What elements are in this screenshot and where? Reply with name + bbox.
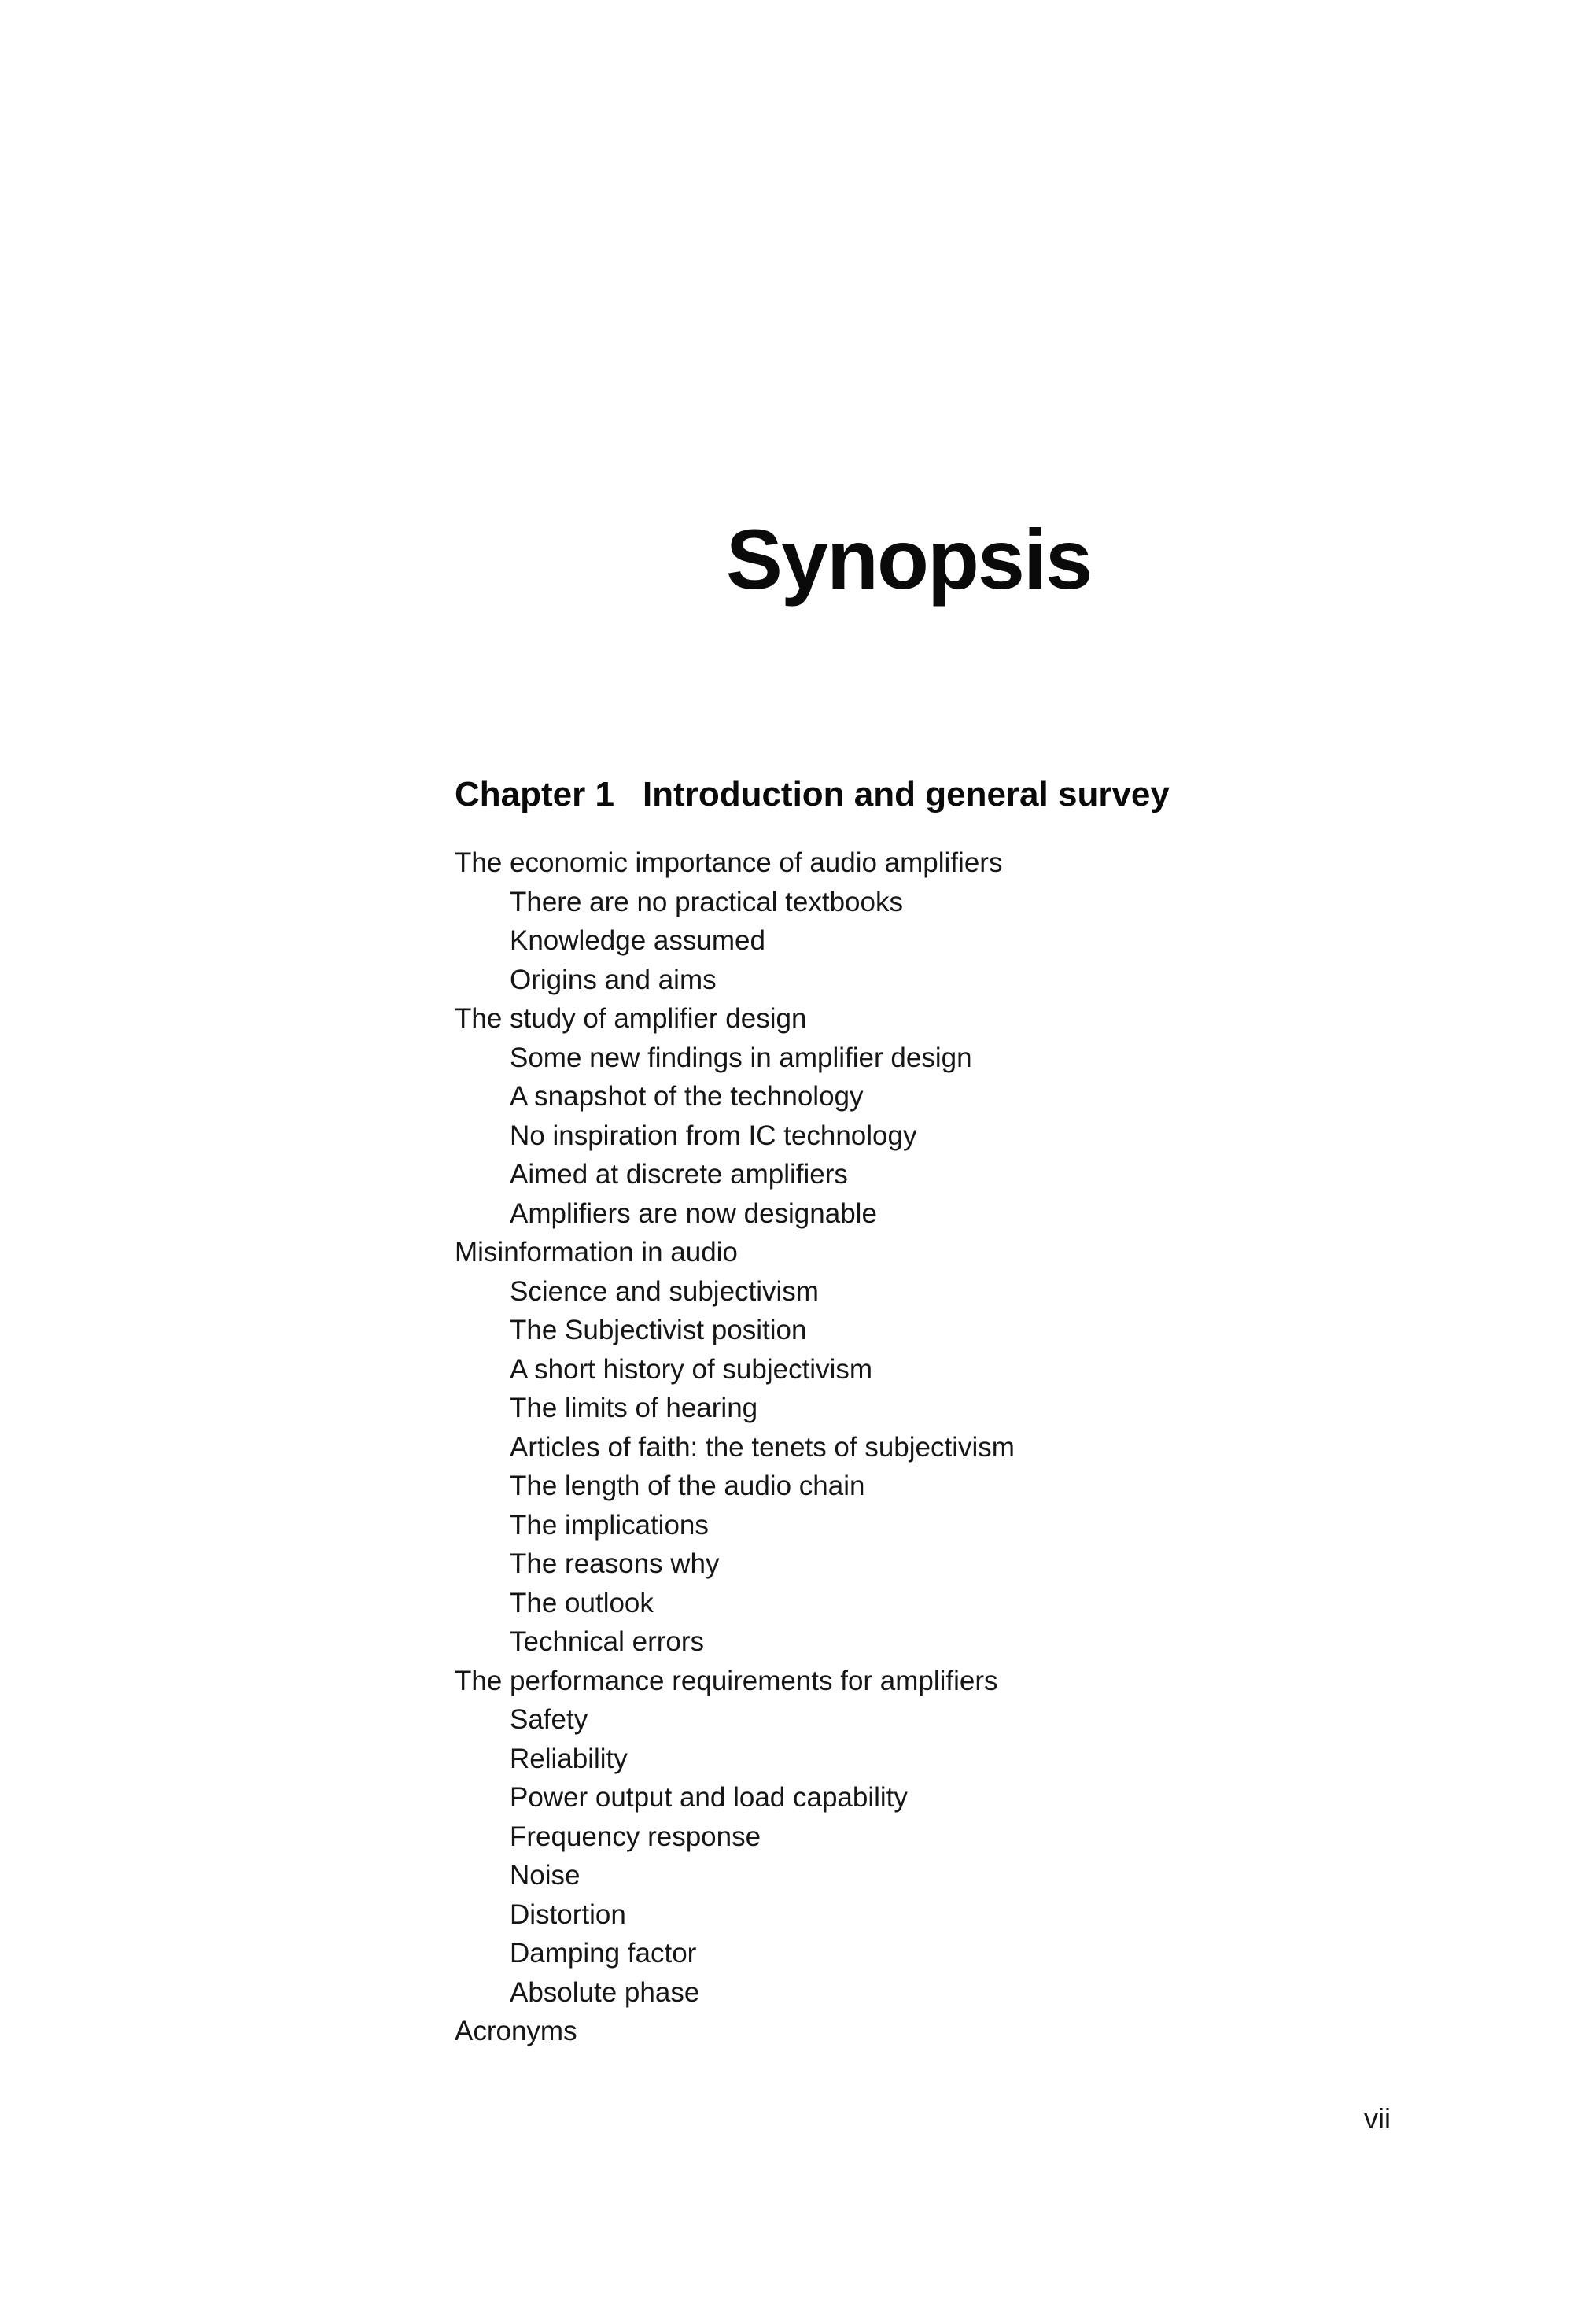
toc-item: The limits of hearing bbox=[510, 1393, 758, 1423]
toc-item: Amplifiers are now designable bbox=[510, 1197, 877, 1229]
toc-item: Frequency response bbox=[510, 1821, 761, 1852]
toc-item: There are no practical textbooks bbox=[510, 886, 903, 917]
toc-item: The performance requirements for amplifiers bbox=[455, 1665, 998, 1696]
toc-item: Origins and aims bbox=[510, 964, 717, 995]
toc-item: Science and subjectivism bbox=[510, 1275, 819, 1307]
toc-item: The outlook bbox=[510, 1587, 654, 1618]
toc-item: Misinformation in audio bbox=[455, 1237, 738, 1268]
chapter-label: Chapter 1 bbox=[455, 775, 614, 814]
toc-item: The length of the audio chain bbox=[510, 1470, 865, 1501]
toc-item: Some new findings in amplifier design bbox=[510, 1042, 972, 1073]
page-number: vii bbox=[1364, 2102, 1391, 2135]
toc-item: Damping factor bbox=[510, 1938, 697, 1969]
toc-item: Power output and load capability bbox=[510, 1782, 908, 1813]
toc-item: No inspiration from IC technology bbox=[510, 1120, 917, 1151]
chapter-heading bbox=[455, 775, 1170, 814]
toc-item: Safety bbox=[510, 1704, 588, 1735]
chapter-title: Introduction and general survey bbox=[642, 775, 1170, 814]
page-title: Synopsis bbox=[725, 511, 1092, 607]
toc-item: A short history of subjectivism bbox=[510, 1353, 872, 1385]
toc-item: The implications bbox=[510, 1509, 709, 1541]
toc-item: The reasons why bbox=[510, 1548, 720, 1579]
toc-item: Absolute phase bbox=[510, 1976, 700, 2008]
toc-item: Knowledge assumed bbox=[510, 925, 765, 956]
toc-item: A snapshot of the technology bbox=[510, 1081, 864, 1112]
toc-item: Articles of faith: the tenets of subjectivism bbox=[510, 1431, 1015, 1463]
toc-item: The Subjectivist position bbox=[510, 1315, 807, 1345]
toc-item: Distortion bbox=[510, 1898, 626, 1930]
toc-list bbox=[455, 843, 1399, 2051]
toc-item: Noise bbox=[510, 1860, 581, 1891]
toc-item: Acronyms bbox=[455, 2016, 577, 2046]
toc-item: Technical errors bbox=[510, 1626, 705, 1657]
toc-item: Aimed at discrete amplifiers bbox=[510, 1159, 848, 1190]
toc-item: The study of amplifier design bbox=[455, 1003, 807, 1034]
toc-item: The economic importance of audio amplifiers bbox=[455, 847, 1003, 878]
toc-item: Reliability bbox=[510, 1743, 628, 1774]
